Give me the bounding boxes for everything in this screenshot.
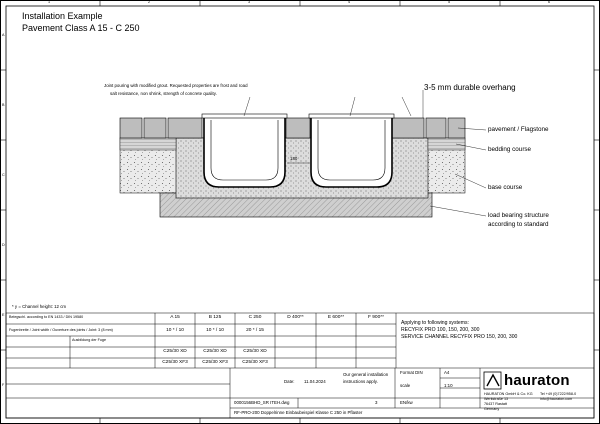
scale-value: 1:10 [444,383,453,388]
class-f900: F 900** [368,315,384,320]
system-service-channel: SERVICE CHANNEL RECYFIX PRO 150, 200, 300 [401,334,518,340]
unit-code: EN/kw [400,400,413,405]
border-row-b: B [2,103,5,107]
contact-email: info@hauraton.com [540,397,573,401]
border-row-e: E [2,313,5,317]
concrete-xd-b125: C25/30 XD [203,349,227,354]
joint-design-label: Ausbildung der Fuge [72,338,107,342]
scale-label: scale [400,383,411,388]
contact-phone: Tel +49 (0)7222/958-0 [540,392,577,396]
system-recyfix-pro: RECYFIX PRO 100, 150, 200, 300 [401,327,480,333]
border-col-1: 1 [48,0,51,4]
class-e600: E 600** [327,315,345,320]
address-line1: HAURATON GmbH & Co. KG [484,392,533,396]
cross-section [120,90,486,217]
joint-width-label: Fugenbreite / Joint width / Ouverture des joints / Joint: 3 (8 mm) [9,328,113,332]
channel-height-footnote: * y = Channel height: 12 cm [12,304,67,309]
page-title: Installation Example [22,11,103,21]
concrete-xf3-b125: C25/30 XF3 [202,360,228,365]
sheet-number: 3 [375,400,378,405]
date-value: 11.04.2024 [304,379,326,384]
table-header-standard: Belegschl. according to EN 1433 / DIN 19580 [9,315,84,319]
concrete-xf3-a15: C25/30 XF3 [162,360,188,365]
concrete-xd-a15: C25/30 XD [163,349,187,354]
class-c250: C 250 [248,315,262,320]
concrete-xd-c250: C25/30 XD [243,349,267,354]
address-line2: Werkstraße 13 [484,397,509,401]
border-col-2: 2 [148,0,151,4]
address-line4: Germany [484,407,500,411]
dimension-label: 180 [290,156,298,161]
joint-width-b125: 10 * / 10 [206,328,224,333]
class-a15: A 15 [170,315,180,320]
drawing-number: 0000156BHD_SR ITEH.dwg [234,400,290,405]
structure-label-line1: load bearing structure [488,212,549,219]
page-subtitle: Pavement Class A 15 - C 250 [22,23,140,33]
border-row-a: A [2,33,5,37]
overhang-label: 3-5 mm durable overhang [424,83,516,92]
border-row-f: F [2,383,5,387]
border-col-4: 4 [348,0,351,4]
remark-line1: Our general installation [343,372,389,377]
applying-title: Applying to following systems: [401,320,469,326]
format-value: A4 [444,370,450,375]
hauraton-logo [484,372,501,389]
joint-note-line2: salt resistance, non shrink, strength of concrete quality. [110,91,217,96]
concrete-xf3-c250: C25/30 XF3 [242,360,268,365]
border-row-c: C [2,173,5,177]
format-label: Format DIN [400,370,423,375]
pavement-label: pavement / Flagstone [488,126,549,133]
bedding-label: bedding course [488,146,532,153]
drawing-description: RF-PRO-200 Doppelrinne Einbaubeispiel Klasse C 250 in Pflaster [234,410,363,415]
remark-line2: instructions apply. [343,379,378,384]
border-col-6: 6 [548,0,551,4]
company-name: hauraton [504,372,570,389]
address-line3: 76437 Rastatt [484,402,507,406]
joint-width-a15: 10 * / 10 [166,328,184,333]
structure-label-line2: according to standard [488,221,549,228]
joint-width-c250: 20 * / 15 [246,328,264,333]
border-col-5: 5 [448,0,451,4]
border-row-d: D [2,243,5,247]
base-course-label: base course [488,184,523,191]
date-label: Date: [284,379,295,384]
joint-note-line1: Joint pouring with modified grout. Requested properties are frost and road [104,83,248,88]
border-col-3: 3 [248,0,251,4]
class-d400: D 400** [287,315,304,320]
class-b125: B 125 [208,315,222,320]
